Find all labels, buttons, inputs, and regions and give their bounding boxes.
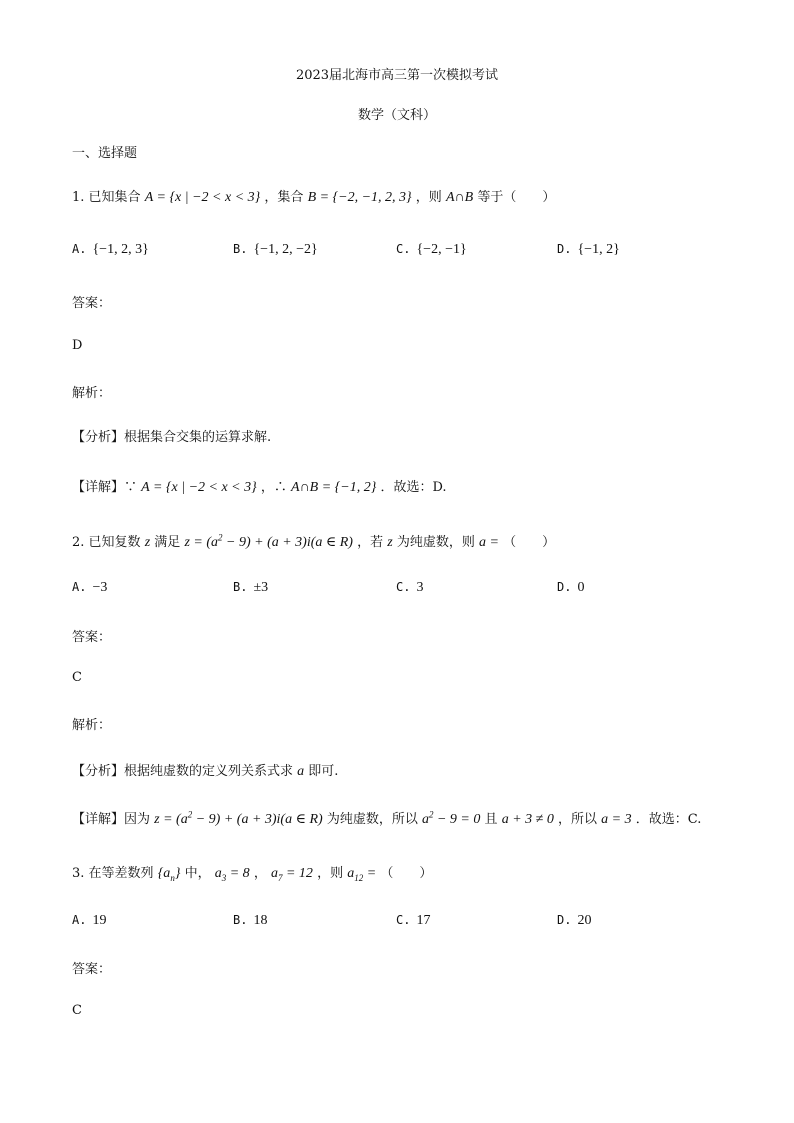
- stem-text: ，则: [415, 190, 442, 205]
- answer-label: 答案：: [72, 962, 112, 977]
- question-number: 3.: [72, 866, 85, 881]
- stem-text: 等于（ ）: [477, 190, 556, 205]
- option-d: D. 20: [557, 913, 592, 928]
- option-a: A. −3: [72, 580, 108, 595]
- analysis-label: 解析：: [72, 718, 112, 733]
- option-c: C. {−2, −1}: [396, 242, 467, 257]
- stem-text: ，集合: [264, 190, 304, 205]
- option-a: A. 19: [72, 913, 107, 928]
- answer-value: C: [72, 1003, 82, 1018]
- option-b: B. {−1, 2, −2}: [233, 242, 318, 257]
- stem-formula: A∩B: [445, 190, 474, 205]
- question-2-stem: 2. 已知复数 z 满足 $z = (a^2 - 9) + (a + 3)i(a$ ∈ R) ，若 z 为纯虚数，则 a = （ ）: [72, 532, 556, 550]
- document-subtitle: 数学（文科）: [357, 108, 436, 123]
- analysis-text: 【分析】根据纯虚数的定义列关系式求 a 即可.: [72, 764, 339, 779]
- option-a: A. {−1, 2, 3}: [72, 242, 149, 257]
- analysis-label: 解析：: [72, 386, 112, 401]
- stem-formula: A = {x | −2 < x < 3}: [144, 190, 261, 205]
- question-number: 1.: [72, 190, 85, 205]
- question-1-stem: [72, 186, 555, 206]
- option-d: D. 0: [557, 580, 585, 595]
- detail-text: 【详解】∵ A = {x | −2 < x < 3} ，∴ A∩B = {−1, 2} ．故选：D.: [72, 480, 447, 495]
- option-c: C. 3: [396, 580, 424, 595]
- question-number: 2.: [72, 535, 85, 550]
- stem-formula: B = {−2, −1, 2, 3}: [307, 190, 412, 205]
- answer-label: 答案：: [72, 296, 112, 311]
- option-b: B. 18: [233, 913, 268, 928]
- answer-value: C: [72, 670, 82, 685]
- document-title: 2023届北海市高三第一次模拟考试: [295, 68, 499, 83]
- option-b: B. ±3: [233, 580, 269, 595]
- analysis-text: 【分析】根据集合交集的运算求解.: [72, 430, 272, 445]
- answer-label: 答案：: [72, 630, 112, 645]
- option-c: C. 17: [396, 913, 431, 928]
- stem-formula: $z = (a^2 - 9) + (a + 3)i(a$ ∈ R): [184, 532, 353, 550]
- answer-value: D: [72, 338, 83, 353]
- option-d: D. {−1, 2}: [557, 242, 620, 257]
- section-heading: 一、选择题: [72, 146, 138, 161]
- detail-text: 【详解】因为 $z = (a^2 - 9) + (a + 3)i(a$ ∈ R) 为纯虚数，所以 $a^2 - 9 = 0$ 且 a + 3 ≠ 0 ，所以 a = 3 ．故选：C.: [72, 809, 702, 827]
- question-3-stem: 3. 在等差数列 $\{a_n\}$ 中， $a_3 = 8$ ， $a_7 = 12$ ，则 $a_{12}$ = （ ）: [72, 866, 433, 883]
- stem-text: 已知集合: [88, 190, 141, 205]
